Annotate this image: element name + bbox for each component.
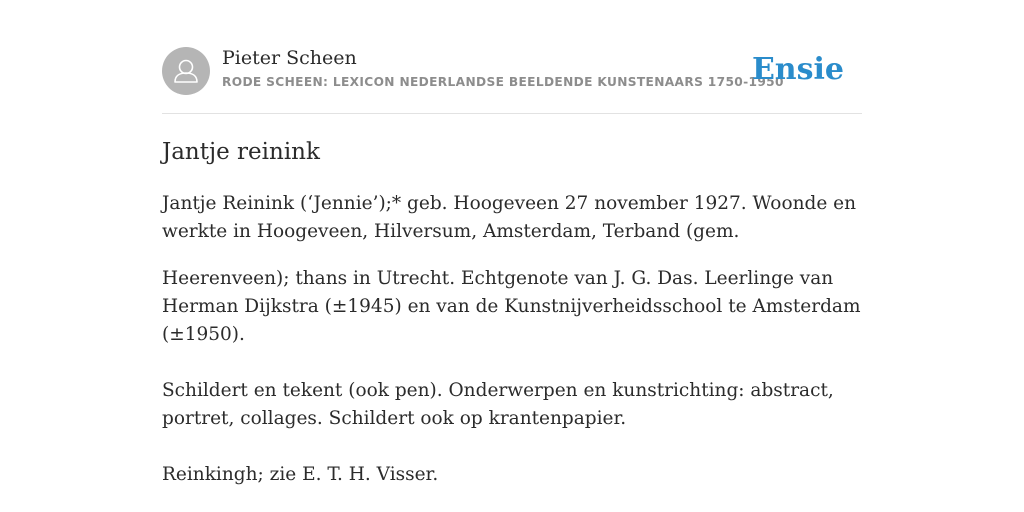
ensie-logo[interactable]: Ensie <box>751 52 844 87</box>
entry-header <box>162 46 862 96</box>
article-paragraph: Reinkingh; zie E. T. H. Visser. <box>162 464 439 485</box>
source-title[interactable]: RODE SCHEEN: LEXICON NEDERLANDSE BEELDENDE KUNSTENAARS 1750-1950 <box>222 75 784 89</box>
author-avatar[interactable] <box>162 47 210 95</box>
header-divider <box>162 113 862 114</box>
user-icon <box>162 47 210 95</box>
article-paragraph: Jantje Reinink (‘Jennie’);* geb. Hoogeveen 27 november 1927. Woonde en werkte in Hoogeveen, Hilversum, Amsterdam, Terband (gem. <box>162 193 857 242</box>
article-paragraph: Schildert en tekent (ook pen). Onderwerpen en kunstrichting: abstract, portret, collages. Schildert ook op krantenpapier. <box>162 380 834 429</box>
article-paragraph: Heerenveen); thans in Utrecht. Echtgenote van J. G. Das. Leerlinge van Herman Dijkstra (±1945) en van de Kunstnijverheidsschool te Amsterdam (±1950). <box>162 268 861 345</box>
article-body <box>162 190 862 489</box>
author-name[interactable]: Pieter Scheen <box>222 47 357 69</box>
page-title: Jantje reinink <box>162 139 320 165</box>
